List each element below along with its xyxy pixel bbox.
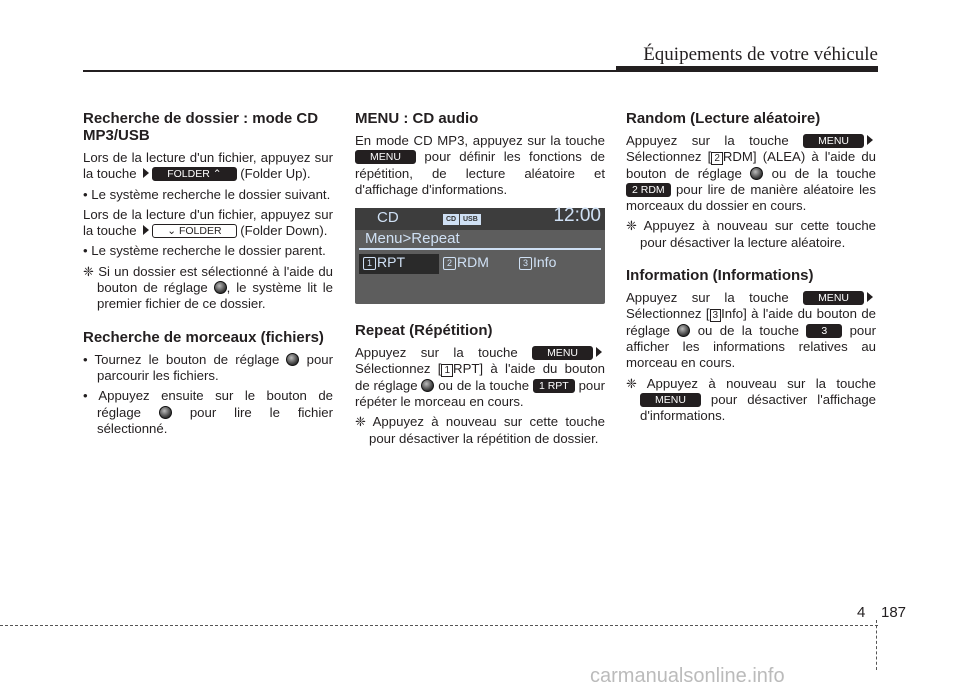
text: pour parcourir les fichiers. [97,351,334,383]
info-button[interactable]: 3 [806,324,842,338]
bullet-parent-folder: • Le système recherche le dossier parent. [83,243,326,259]
menu-button[interactable]: MENU [803,291,864,305]
text: pour lire le fichier sélectionné. [97,404,333,436]
tune-knob-icon [677,324,690,337]
section-title-information: Information (Informations) [626,267,814,285]
folder-up-button[interactable] [152,167,236,181]
tune-knob-icon [214,281,227,294]
item-number: 2 [443,257,456,270]
column-1 [83,110,333,441]
text: • Appuyez ensuite sur le bouton de réglage [83,388,333,420]
text: (Folder Down). [240,223,328,239]
chapter-number: 4 [857,604,866,621]
menu-button[interactable]: MENU [532,346,593,360]
text: Info] à l'aide du bouton de réglage [626,306,876,338]
screen-item-info [519,254,556,270]
paragraph-menu-cd [355,133,605,198]
num-key-2: 2 [711,152,723,165]
header-rule-accent [616,66,878,72]
screen-divider [359,248,601,250]
text: ou de la touche [438,377,530,393]
text: Lors de la lecture d'un fichier, appuyez sur la touche [83,150,333,182]
num-key-1: 1 [441,364,453,377]
item-label: Info [533,254,557,271]
text: RPT] à l'aide du bouton de réglage [355,361,605,393]
section-title-random: Random (Lecture aléatoire) [626,110,821,127]
audio-display-screen [355,205,605,304]
paragraph-folder-up [83,150,333,183]
tune-knob-icon [750,167,763,180]
text: ❈ Appuyez à nouveau sur la touche [626,375,876,391]
text: pour définir les fonctions de répétition, de lecture aléatoire et d'affichage d'informations. [355,149,605,197]
note-folder-select [83,264,333,313]
arrow-right-icon [143,225,149,235]
screen-item-rpt [359,254,439,274]
item-number: 3 [519,257,532,270]
menu-button[interactable]: MENU [640,393,701,407]
text: pour désactiver l'affichage d'informations. [640,391,876,424]
rpt-button[interactable]: 1 RPT [533,379,575,393]
chevron-down-icon: ⌄ [167,225,177,238]
button-label: FOLDER [178,225,222,238]
text: pour afficher les informations relatives au morceau en cours. [626,322,876,371]
column-3 [626,110,876,428]
item-label: RPT [377,254,405,271]
num-key-3: 3 [710,309,722,322]
text: Appuyez sur la touche [626,133,789,148]
column-2 [355,110,605,451]
text: En mode CD MP3, appuyez sur la touche [355,133,605,148]
bullet-next-folder: • Le système recherche le dossier suivant. [83,186,331,202]
text: ou de la touche [771,165,876,181]
note-information [626,376,876,425]
watermark: carmanualsonline.info [590,665,785,687]
chevron-up-icon: ⌃ [212,168,222,181]
text: pour répéter le morceau en cours. [355,377,605,410]
menu-button[interactable]: MENU [355,150,416,164]
page-number: 187 [881,604,907,621]
screen-badge-cd: CD [443,214,459,225]
text: Sélectionnez [ [355,361,442,377]
text: Sélectionnez [ [626,306,710,322]
tune-knob-icon [286,353,299,366]
text: Appuyez sur la touche [355,345,518,361]
screen-menu-title: Menu>Repeat [365,230,460,248]
screen-badge-usb: USB [460,214,481,225]
section-title-repeat: Repeat (Répétition) [355,322,493,340]
bullet-play-file [83,388,333,437]
paragraph-repeat [355,345,605,410]
tune-knob-icon [159,406,172,419]
text: pour lire de manière aléatoire les morceaux du dossier en cours. [626,181,876,214]
tune-knob-icon [421,379,434,392]
text: Lors de la lecture d'un fichier, appuyez sur la touche [83,206,333,239]
text: (Folder Up). [240,166,311,182]
arrow-right-icon [867,135,873,145]
note-random: ❈ Appuyez à nouveau sur cette touche pour désactiver la lecture aléatoire. [626,218,876,250]
note-repeat: ❈ Appuyez à nouveau sur cette touche pour désactiver la répétition de dossier. [355,414,605,446]
bullet-browse-files [83,352,333,385]
text: ou de la touche [697,322,799,338]
paragraph-information [626,290,876,371]
screen-clock: 12:00 [553,205,601,227]
menu-button[interactable]: MENU [803,134,864,148]
rdm-button[interactable]: 2 RDM [626,183,671,197]
item-number: 1 [363,257,376,270]
text: ❈ Si un dossier est sélectionné à l'aide du bouton de réglage [83,263,333,296]
screen-mode: CD [377,209,399,227]
text: Appuyez sur la touche [626,290,789,306]
paragraph-folder-down [83,207,333,240]
header-title: Équipements de votre véhicule [643,44,878,65]
arrow-right-icon [867,292,873,302]
footer-rule [0,625,878,626]
text: Sélectionnez [ [626,149,712,165]
text: , le système lit le premier fichier de ce dossier. [97,280,333,312]
text: RDM] (ALEA) à l'aide du bouton de réglage [626,149,876,181]
footer-divider [876,620,877,670]
button-label: FOLDER [167,168,210,181]
section-title-menu-cd: MENU : CD audio [355,110,479,127]
arrow-right-icon [596,347,602,357]
item-label: RDM [457,254,489,271]
paragraph-random [626,133,876,214]
section-title-track-search: Recherche de morceaux (fichiers) [83,328,324,346]
screen-item-rdm [443,254,489,270]
section-title-folder-search: Recherche de dossier : mode CD MP3/USB [83,110,319,144]
text: • Tournez le bouton de réglage [83,351,280,367]
folder-down-button[interactable] [152,224,236,238]
arrow-right-icon [143,168,149,178]
